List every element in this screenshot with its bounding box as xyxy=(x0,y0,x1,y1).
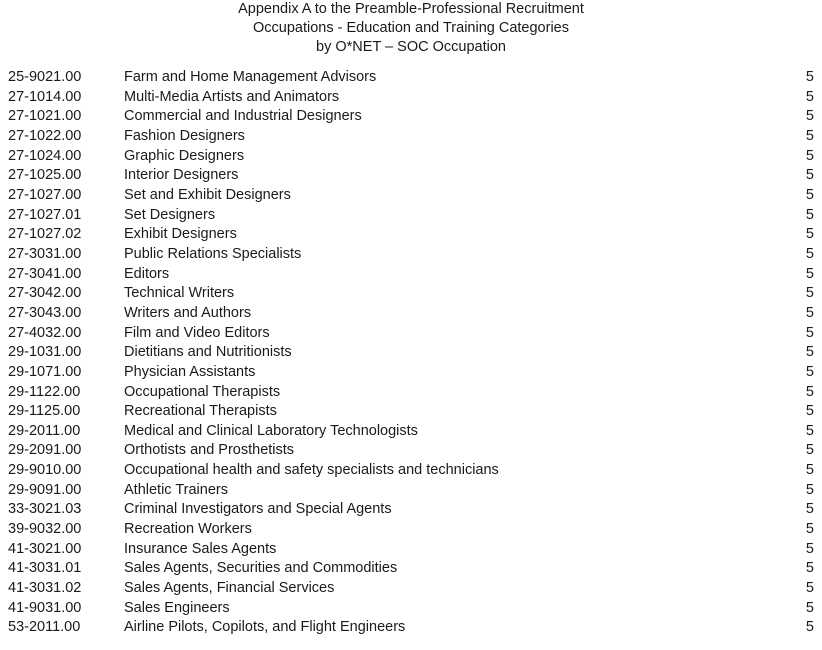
occupation-code: 27-3042.00 xyxy=(8,285,82,302)
table-row xyxy=(0,500,822,520)
document-header xyxy=(0,0,822,57)
education-category: 5 xyxy=(805,69,814,85)
table-row xyxy=(0,166,822,186)
table-row xyxy=(0,343,822,363)
education-category: 5 xyxy=(805,462,814,479)
occupation-title: Occupational Therapists xyxy=(124,383,281,400)
education-category: 5 xyxy=(805,108,814,125)
occupation-title: Insurance Sales Agents xyxy=(124,540,277,557)
header-title-line-1: Appendix A to the Preamble-Professional Recruitment xyxy=(238,1,584,17)
education-category: 5 xyxy=(805,186,814,203)
education-category: 5 xyxy=(805,540,814,557)
table-row xyxy=(0,383,822,403)
occupation-code: 41-3031.02 xyxy=(8,580,82,597)
occupation-code: 27-4032.00 xyxy=(8,324,82,341)
education-category: 5 xyxy=(805,226,814,243)
occupation-code: 53-2011.00 xyxy=(8,619,81,636)
table-row xyxy=(0,559,822,579)
header-title-line-2: Occupations - Education and Training Categories xyxy=(253,20,569,36)
table-row xyxy=(0,441,822,461)
table-row xyxy=(0,225,822,245)
education-category: 5 xyxy=(805,167,814,184)
occupation-title: Farm and Home Management Advisors xyxy=(124,69,377,85)
table-row xyxy=(0,520,822,540)
education-category: 5 xyxy=(805,324,814,341)
occupation-code: 27-1014.00 xyxy=(8,88,82,105)
occupation-title: Set and Exhibit Designers xyxy=(124,186,291,203)
occupation-title: Writers and Authors xyxy=(124,304,252,321)
occupation-title: Public Relations Specialists xyxy=(124,245,302,262)
table-row xyxy=(0,402,822,422)
occupation-title: Criminal Investigators and Special Agents xyxy=(124,501,392,518)
occupation-title: Graphic Designers xyxy=(124,147,245,164)
occupation-code: 27-1021.00 xyxy=(8,108,82,125)
occupation-code: 29-2011.00 xyxy=(8,422,81,439)
occupation-title: Set Designers xyxy=(124,206,216,223)
occupation-title: Exhibit Designers xyxy=(124,226,237,243)
occupation-code: 27-1027.02 xyxy=(8,226,82,243)
occupation-code: 27-1027.00 xyxy=(8,186,82,203)
occupation-code: 33-3021.03 xyxy=(8,501,82,518)
education-category: 5 xyxy=(805,501,814,518)
table-row xyxy=(0,304,822,324)
table-row xyxy=(0,363,822,383)
occupation-code: 29-9091.00 xyxy=(8,481,82,498)
table-row xyxy=(0,107,822,127)
occupation-title: Film and Video Editors xyxy=(124,324,270,341)
table-row xyxy=(0,481,822,501)
occupation-title: Medical and Clinical Laboratory Technologists xyxy=(124,422,418,439)
education-category: 5 xyxy=(805,442,814,459)
occupation-code: 29-1125.00 xyxy=(8,403,81,420)
education-category: 5 xyxy=(805,383,814,400)
occupation-title: Technical Writers xyxy=(124,285,235,302)
education-category: 5 xyxy=(805,127,814,144)
table-row xyxy=(0,127,822,147)
education-category: 5 xyxy=(805,206,814,223)
table-row xyxy=(0,88,822,108)
occupation-code: 29-2091.00 xyxy=(8,442,82,459)
education-category: 5 xyxy=(805,245,814,262)
occupation-title: Physician Assistants xyxy=(124,363,256,380)
education-category: 5 xyxy=(805,285,814,302)
occupation-code: 41-9031.00 xyxy=(8,599,82,616)
education-category: 5 xyxy=(805,599,814,616)
occupation-title: Dietitians and Nutritionists xyxy=(124,344,292,361)
education-category: 5 xyxy=(805,304,814,321)
occupation-title: Athletic Trainers xyxy=(124,481,228,498)
occupation-title: Editors xyxy=(124,265,170,282)
occupation-code: 39-9032.00 xyxy=(8,521,82,538)
occupation-title: Occupational health and safety specialists and technicians xyxy=(124,462,499,479)
occupation-code: 27-3043.00 xyxy=(8,304,82,321)
occupation-title: Sales Agents, Securities and Commodities xyxy=(124,560,398,577)
education-category: 5 xyxy=(805,363,814,380)
education-category: 5 xyxy=(805,481,814,498)
table-row xyxy=(0,579,822,599)
occupation-code: 27-1024.00 xyxy=(8,147,82,164)
table-row xyxy=(0,284,822,304)
table-row xyxy=(0,206,822,226)
table-row xyxy=(0,422,822,442)
table-row xyxy=(0,324,822,344)
education-category: 5 xyxy=(805,560,814,577)
education-category: 5 xyxy=(805,88,814,105)
occupation-code: 27-1025.00 xyxy=(8,167,82,184)
table-row xyxy=(0,599,822,619)
occupation-title: Recreational Therapists xyxy=(124,403,277,420)
occupation-code: 27-1027.01 xyxy=(8,206,82,223)
table-row xyxy=(0,68,822,88)
occupation-code: 29-1071.00 xyxy=(8,363,82,380)
table-row xyxy=(0,461,822,481)
education-category: 5 xyxy=(805,147,814,164)
occupation-code: 29-1122.00 xyxy=(8,383,81,400)
occupation-code: 27-1022.00 xyxy=(8,127,82,144)
occupation-code: 29-9010.00 xyxy=(8,462,82,479)
occupation-title: Sales Engineers xyxy=(124,599,230,616)
occupation-table xyxy=(0,68,822,638)
table-row xyxy=(0,265,822,285)
occupation-code: 29-1031.00 xyxy=(8,344,82,361)
occupation-code: 41-3031.01 xyxy=(8,560,82,577)
occupation-title: Commercial and Industrial Designers xyxy=(124,108,362,125)
education-category: 5 xyxy=(805,344,814,361)
occupation-title: Sales Agents, Financial Services xyxy=(124,580,335,597)
occupation-title: Recreation Workers xyxy=(124,521,252,538)
header-title-line-3: by O*NET – SOC Occupation xyxy=(316,39,506,55)
education-category: 5 xyxy=(805,580,814,597)
table-row xyxy=(0,186,822,206)
occupation-code: 27-3041.00 xyxy=(8,265,82,282)
table-row xyxy=(0,147,822,167)
occupation-title: Interior Designers xyxy=(124,167,239,184)
education-category: 5 xyxy=(805,521,814,538)
education-category: 5 xyxy=(805,265,814,282)
education-category: 5 xyxy=(805,403,814,420)
table-row xyxy=(0,618,822,638)
occupation-title: Airline Pilots, Copilots, and Flight Engineers xyxy=(124,619,406,636)
table-row xyxy=(0,245,822,265)
table-row xyxy=(0,540,822,560)
occupation-title: Orthotists and Prosthetists xyxy=(124,442,295,459)
occupation-title: Multi-Media Artists and Animators xyxy=(124,88,340,105)
occupation-code: 27-3031.00 xyxy=(8,245,82,262)
occupation-code: 25-9021.00 xyxy=(8,69,82,85)
occupation-title: Fashion Designers xyxy=(124,127,245,144)
occupation-code: 41-3021.00 xyxy=(8,540,82,557)
education-category: 5 xyxy=(805,422,814,439)
education-category: 5 xyxy=(805,619,814,636)
